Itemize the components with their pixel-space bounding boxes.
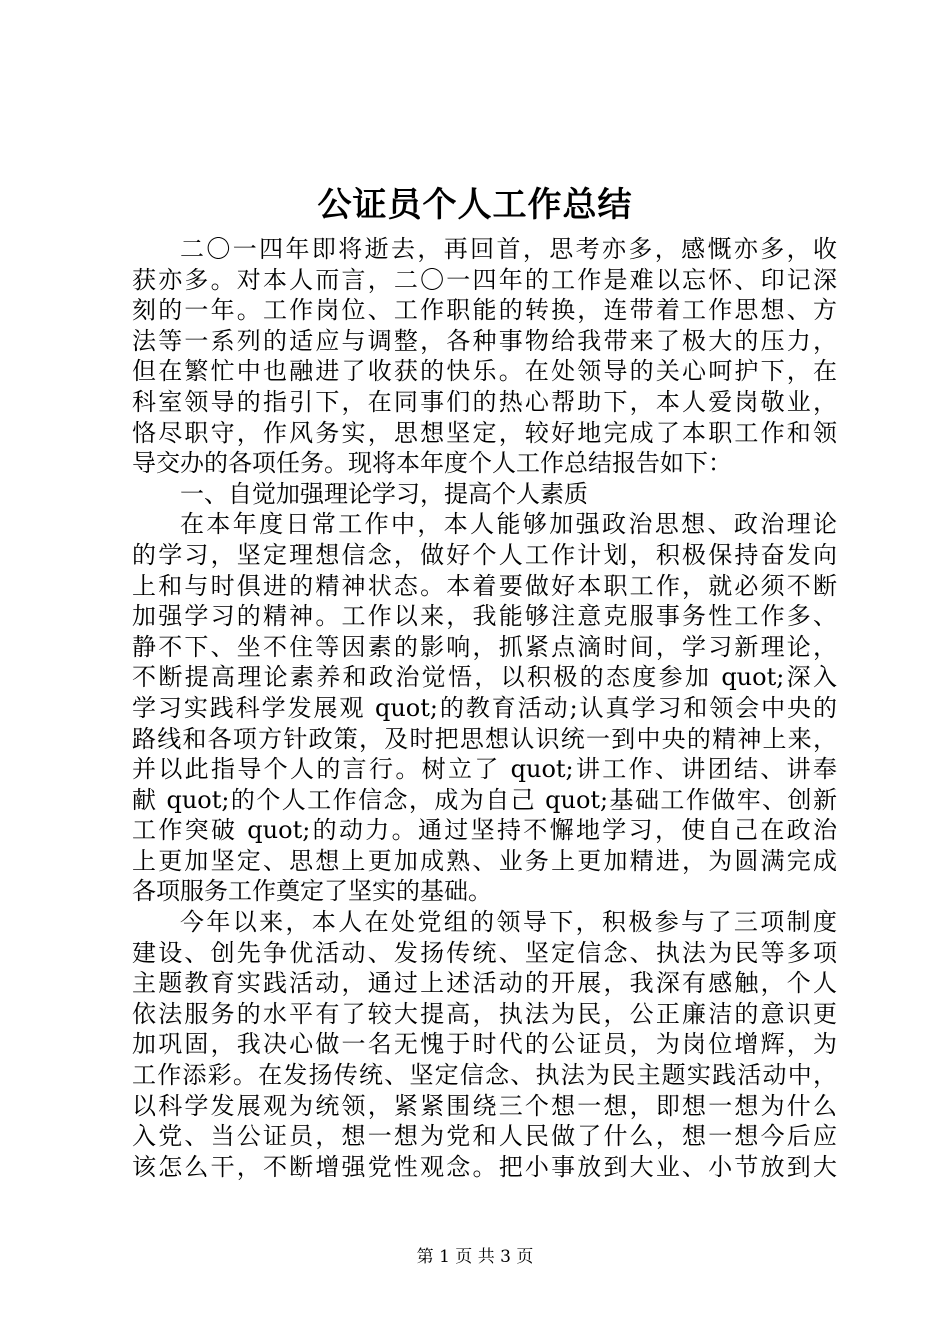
text-line: 以科学发展观为统领，紧紧围绕三个想一想，即想一想为什么 bbox=[132, 1091, 837, 1120]
text-line: 加巩固，我决心做一名无愧于时代的公证员，为岗位增辉，为 bbox=[132, 1030, 837, 1059]
text-line: 刻的一年。工作岗位、工作职能的转换，连带着工作思想、方 bbox=[132, 296, 837, 325]
text-line: 导交办的各项任务。现将本年度个人工作总结报告如下： bbox=[132, 449, 732, 478]
text-line: 不断提高理论素养和政治觉悟，以积极的态度参加 quot;深入 bbox=[132, 663, 837, 692]
text-line: 法等一系列的适应与调整，各种事物给我带来了极大的压力， bbox=[132, 326, 837, 355]
text-line: 学习实践科学发展观 quot;的教育活动;认真学习和领会中央的 bbox=[132, 693, 837, 722]
text-line: 科室领导的指引下，在同事们的热心帮助下，本人爱岗敬业， bbox=[132, 387, 837, 416]
text-line: 献 quot;的个人工作信念，成为自己 quot;基础工作做牢、创新 bbox=[132, 785, 837, 814]
text-line: 加强学习的精神。工作以来，我能够注意克服事务性工作多、 bbox=[132, 602, 837, 631]
text-line: 获亦多。对本人而言，二〇一四年的工作是难以忘怀、印记深 bbox=[132, 265, 837, 294]
text-line: 该怎么干，不断增强党性观念。把小事放到大业、小节放到大 bbox=[132, 1152, 837, 1181]
text-line: 在本年度日常工作中，本人能够加强政治思想、政治理论 bbox=[180, 510, 837, 539]
page-footer: 第 1 页 共 3 页 bbox=[416, 1247, 534, 1267]
text-line: 建设、创先争优活动、发扬传统、坚定信念、执法为民等多项 bbox=[132, 938, 837, 967]
text-line: 的学习，坚定理想信念，做好个人工作计划，积极保持奋发向 bbox=[132, 540, 837, 569]
text-line: 入党、当公证员，想一想为党和人民做了什么，想一想今后应 bbox=[132, 1122, 837, 1151]
text-line: 工作突破 quot;的动力。通过坚持不懈地学习，使自己在政治 bbox=[132, 816, 837, 845]
document-body bbox=[132, 234, 837, 1182]
document-title: 公证员个人工作总结 bbox=[317, 185, 633, 225]
text-line: 依法服务的水平有了较大提高，执法为民，公正廉洁的意识更 bbox=[132, 999, 837, 1028]
text-line: 二〇一四年即将逝去，再回首，思考亦多，感慨亦多，收 bbox=[180, 235, 837, 263]
text-line: 各项服务工作奠定了坚实的基础。 bbox=[132, 877, 492, 906]
text-line: 工作添彩。在发扬传统、坚定信念、执法为民主题实践活动中， bbox=[132, 1061, 837, 1090]
text-line: 并以此指导个人的言行。树立了 quot;讲工作、讲团结、讲奉 bbox=[132, 755, 837, 784]
text-line: 但在繁忙中也融进了收获的快乐。在处领导的关心呵护下，在 bbox=[132, 357, 837, 386]
text-line: 上和与时俱进的精神状态。本着要做好本职工作，就必须不断 bbox=[132, 571, 837, 600]
text-line: 静不下、坐不住等因素的影响，抓紧点滴时间，学习新理论， bbox=[132, 632, 837, 661]
text-line: 上更加坚定、思想上更加成熟、业务上更加精进，为圆满完成 bbox=[132, 846, 837, 875]
text-line: 今年以来，本人在处党组的领导下，积极参与了三项制度 bbox=[180, 908, 837, 937]
section-heading: 一、自觉加强理论学习，提高个人素质 bbox=[180, 479, 588, 508]
text-line: 路线和各项方针政策，及时把思想认识统一到中央的精神上来， bbox=[132, 724, 837, 753]
text-line: 恪尽职守，作风务实，思想坚定，较好地完成了本职工作和领 bbox=[132, 418, 837, 447]
text-line: 主题教育实践活动，通过上述活动的开展，我深有感触，个人 bbox=[132, 969, 837, 998]
